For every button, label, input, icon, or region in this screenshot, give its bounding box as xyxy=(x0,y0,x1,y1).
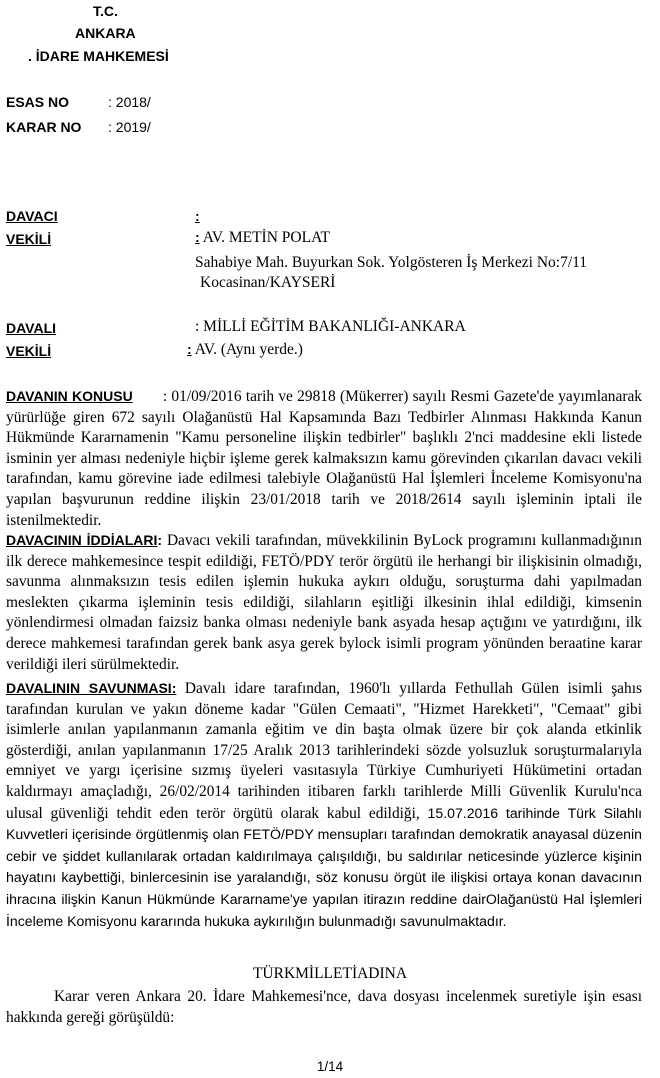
vekili-address-line1: Sahabiye Mah. Buyurkan Sok. Yolgösteren İş Merkezi No:7/11 xyxy=(195,254,588,271)
page-number: 1/14 xyxy=(316,1059,344,1074)
savunma-label: DAVALININ SAVUNMASI: xyxy=(6,680,177,696)
davali-label: DAVALI xyxy=(6,320,57,336)
iddialar-label: DAVACININ İDDİALARI xyxy=(6,532,158,548)
esas-value: : 2018/ xyxy=(108,94,151,110)
vekili-address-line2: Kocasinan/KAYSERİ xyxy=(200,274,336,291)
davali-vekili-row xyxy=(6,343,194,361)
vekili-colon: : xyxy=(195,229,200,245)
davali-vekili-label: VEKİLİ xyxy=(6,343,52,359)
karar-label: KARAR NO xyxy=(6,119,82,135)
davaci-value: : xyxy=(195,208,200,224)
davali-vekili-value xyxy=(187,341,303,359)
iddialar-paragraph xyxy=(6,530,642,675)
iddialar-text: Davacı vekili tarafından, müvekkilinin ByLock programını kullanmadığının ilk derece mahkemesince tespit edildiği, FETÖ/PDY terör örgütü ile herhangi bir ilişkisinin olmadığı, savunma alınmaksızın tesis edilen işlemin hukuka aykırı olduğu, soruşturma dahi yapılmadan meslekten çıkarma işleminin tesis edildiği, silahların eşitliği ilkesinin ihlal edildiği, kimsenin yönlendirmesi olmadan faizsiz banka olması nedeniyle bank asyada hesap açtığını ve yatırdığını, ilk derece mahkemesi tarafından gerek bank asya gerek bylock isimli program yönünden beraatine karar verildiği ileri sürülmektedir. xyxy=(6,532,642,673)
esas-label: ESAS NO xyxy=(6,94,70,110)
savunma-text-serif: Davalı idare tarafından, 1960'lı yıllarda Fethullah Gülen isimli şahıs tarafından kurulan ve yakın döneme kadar "Gülen Cemaati", "Hizmet Harekketi", "Cemaat" gibi isimlerle anılan yapılanmanın zamanla eğitim ve din başta olmak üzere bir çok alanda etkinlik gösterdiği, anılan yapılanmanın 17/25 Aralık 2013 tarihlerindeki sözde yolsuzluk soruşturmalarıyla emniyet ve yargı içerisine sızmış üyeleri vasıtasıyla Türkiye Cumhuriyeti Hükümetini ortadan kaldırmayı amaçladığı, 26/02/2014 tarihinden itibaren farklı tarihlerde Milli Güvenlik Kurulu'nca ulusal güvenliği tehdit eden terör örgütü olarak kabul edildiği, xyxy=(6,680,642,822)
vekili-value xyxy=(195,229,330,247)
header-tc: T.C. xyxy=(93,3,118,19)
konusu-label: DAVANIN KONUSU xyxy=(6,388,133,404)
davali-vekili-colon: : xyxy=(187,341,192,357)
header-court: . İDARE MAHKEMESİ xyxy=(28,48,169,64)
karar-value: : 2019/ xyxy=(108,119,151,135)
savunma-text-sans: 15.07.2016 tarihinde Türk Silahlı Kuvvetleri içerisinde örgütlenmiş olan FETÖ/PDY mensupları tarafından demokratik anayasal düzenin cebir ve şiddet kullanılarak ortadan kaldırılmaya çalışıldığı, bu saldırılar neticesinde yüzlerce kişinin hayatını kaybettiği, binlercesinin ise yaralandığı, söz konusu örgüt ile ilişkisi ortaya konan davacının ihracına ilişkin Kanun Hükmünde Kararname'ye yapılan itirazın reddine dairOlağanüstü Hal İşlemleri İnceleme Komisyonu kararında hukuka aykırılığın bulunmadığı savunulmaktadır. xyxy=(6,804,643,929)
vekili-label: VEKİLİ xyxy=(6,231,52,247)
davali-value: : MİLLİ EĞİTİM BAKANLIĞI-ANKARA xyxy=(195,318,466,335)
verdict-heading: TÜRKMİLLETİADINA xyxy=(252,965,408,982)
konusu-paragraph xyxy=(6,386,646,531)
davaci-label: DAVACI xyxy=(6,208,58,224)
verdict-intro: Karar veren Ankara 20. İdare Mahkemesi'nce, dava dosyası incelenmek suretiyle işin esası hakkında gereği görüşüldü: xyxy=(6,988,642,1026)
vekili-name: AV. METİN POLAT xyxy=(199,229,331,246)
konusu-text: : 01/09/2016 tarih ve 29818 (Mükerrer) sayılı Resmi Gazete'de yayımlanarak yürürlüğe giren 672 sayılı Olağanüstü Hal Kapsamında Bazı Tedbirler Alınması Hakkında Kanun Hükmünde Kararnamenin "Kamu personeline ilişkin tedbirler" başlıklı 2'nci maddesine ekli listede isminin yer alması nedeniyle hiçbir işleme gerek kalmaksızın kamu görevinden çıkarılan davacı vekili tarafından, kamu görevine iade edilmesi talebiyle Olağanüstü Hal İşlemleri İnceleme Komisyonu'na yapılan başvurunun reddine ilişkin 23/01/2018 tarih ve 2018/2614 sayılı işleminin iptali ile istenilmektedir. xyxy=(6,388,646,529)
davali-vekili-name: AV. (Aynı yerde.) xyxy=(191,341,303,358)
header-city: ANKARA xyxy=(75,25,136,41)
iddialar-colon: : xyxy=(157,532,163,548)
savunma-paragraph xyxy=(6,678,642,932)
